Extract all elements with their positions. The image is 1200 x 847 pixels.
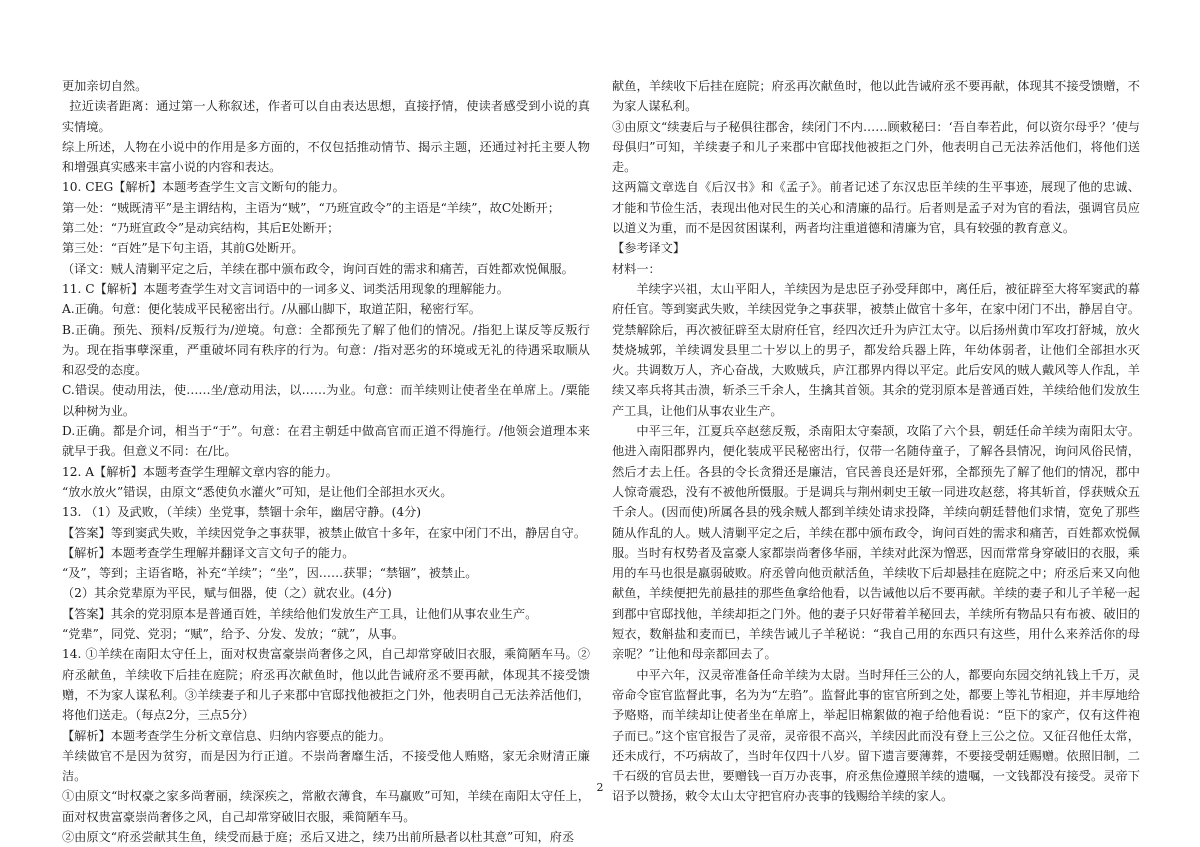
paragraph: （译文：贼人清剿平定之后，羊续在郡中颁布政令，询问百姓的需求和痛苦，百姓都欢悦佩服。: [62, 261, 574, 276]
paragraph: 献鱼，羊续收下后挂在庭院；府丞再次献鱼时，他以此告诫府丞不要再献，体现其不接受馈赠，不为家人谋私利。: [612, 79, 1140, 114]
paragraph: 羊续字兴祖，太山平阳人，羊续因为是忠臣子孙受拜郎中，离任后，被征辟至大将军窦武的幕府任官。等到窦武失败，羊续因党争之事获罪，被禁止做官十多年，在家中闭门不出，静居自守。党禁解除后，再次被征辟至太尉府任官，经四次迁升为庐江太守。以后扬州黄巾军攻打舒城，放火焚烧城郭，羊续调发县里二十岁以上的男子，都发给兵器上阵，年幼体弱者，让他们全部担水灭火。共调数万人，齐心奋战，大败贼兵，庐江郡界内得以平定。此后安风的贼人戴风等人作乱，羊续又率兵将其击溃，斩杀三千余人，生擒其首领。其余的党羽原本是普通百姓，羊续给他们发放生产工具，让他们从事农业生产。: [612, 281, 1140, 418]
paragraph: 【答案】其余的党羽原本是普通百姓，羊续给他们发放生产工具，让他们从事农业生产。: [62, 606, 538, 621]
paragraph: 【解析】本题考查学生理解并翻译文言文句子的能力。: [62, 545, 355, 560]
paragraph: “及”，等到；主语省略，补充“羊续”；“坐”，因……获罪；“禁锢”，被禁止。: [62, 566, 478, 581]
question-11-heading: 11. C【解析】本题考查学生对文言词语中的一词多义、词类活用现象的理解能力。: [62, 281, 509, 296]
question-10-heading: 10. CEG【解析】本题考查学生文言文断句的能力。: [62, 180, 345, 195]
paragraph: 更加亲切自然。: [62, 79, 148, 93]
question-13-heading: 13. （1）及武败，（羊续）坐党事，禁锢十余年，幽居守静。(4分): [62, 505, 422, 520]
paragraph: 【答案】等到窦武失败，羊续因党争之事获罪，被禁止做官十多年，在家中闭门不出，静居自守。: [62, 525, 587, 540]
paragraph: 中平六年，汉灵帝准备任命羊续为太尉。当时拜任三公的人，都要向东园交纳礼钱上千万，灵帝命令宦官监督此事，名为为“左驺”。监督此事的宦官所到之处，都要上等礼节相迎，并丰厚地给予赂赂，而羊续却让使者坐在单席上，举起旧棉絮做的袍子给他看说：“臣下的家产，仅有这件袍子而已。”这个宦官报告了灵帝，灵帝很不高兴，羊续因此而没有登上三公之位。又征召他任太常，还未成行，不巧病故了，当时年仅四十八岁。留下遗言要薄葬，不要接受朝廷赐赠。依照旧制，二千石级的官员去世，要赠钱一百万办丧事，府丞焦俭遵照羊续的遗嘱，一文钱都没有接受。灵帝下诏予以赞扬，敕令太山太守把官府办丧事的钱赐给羊续的家人。: [612, 667, 1140, 804]
paragraph: 综上所述，人物在小说中的作用是多方面的，不仅包括推动情节、揭示主题，还通过衬托主要人物和增强真实感来丰富小说的内容和表达。: [62, 139, 590, 175]
paragraph: ①由原文“时权豪之家多尚奢丽，续深疾之，常敝衣薄食，车马羸败”可知，羊续在南阳太守任上，面对权贵富豪崇尚奢侈之风，自己却常穿破旧衣服，乘简陋车马。: [62, 789, 590, 824]
paragraph: （2）其余党辈原为平民，赋与佃器，使（之）就农业。(4分): [62, 586, 392, 601]
reference-translation-heading: 【参考译文】: [612, 241, 686, 256]
question-14-heading: 14. ①羊续在南阳太守任上，面对权贵富豪崇尚奢侈之风，自己却常穿破旧衣服，乘简陋车马。②府丞献鱼，羊续收下后挂在庭院；府丞再次献鱼时，他以此告诫府丞不要再献，体现其不接受馈赠，不为家人谋私利。③羊续妻子和儿子来郡中官邸找他被拒之门外，他表明自己无法养活他们，将他们送走。（每点2分，三点5分）: [62, 647, 590, 723]
paragraph: 中平三年，江夏兵卒赵慈反叛，杀南阳太守秦颉，攻陷了六个县，朝廷任命羊续为南阳太守。他进入南阳郡界内，便化装成平民秘密出行，仅带一名随侍童子，了解各县情况，询问风俗民情，然后才去上任。各县的令长贪猾还是廉洁，官民善良还是奸邪，全都预先了解了他们的情况，郡中人惊奇震恐，没有不被他所慑服。于是调兵与荆州刺史王敏一同进攻赵慈，将其斩首，俘获贼众五千余人。(因而使)所属各县的残余贼人都到羊续处请求投降，羊续向朝廷替他们求情，宽免了那些随从作乱的人。贼人清剿平定之后，羊续在郡中颁布政令，询问百姓的需求和痛苦，百姓都欢悦佩服。当时有权势者及富豪人家都崇尚奢侈华丽，羊续对此深为憎恶，因而常常身穿破旧的衣服，乘用的车马也很是羸弱破败。府丞曾向他贡献活鱼，羊续收下后却悬挂在庭院之中；府丞后来又向他献鱼，羊续便把先前悬挂的那些鱼拿给他看，以告诫他以后不要再献。羊续的妻子和儿子羊秘一起到郡中官邸找他，羊续却拒之门外。他的妻子只好带着羊秘回去，羊续所有物品只有布被、破旧的短衣，数斛盐和麦而已，羊续告诫儿子羊秘说：“我自己用的东西只有这些，用什么来养活你的母亲呢？”让他和母亲都回去了。: [612, 424, 1140, 662]
page-number: 2: [596, 781, 604, 794]
paragraph: 拉近读者距离：通过第一人称叙述，作者可以自由表达思想，直接抒情，使读者感受到小说的真实情境。: [62, 99, 590, 134]
question-12-heading: 12. A【解析】本题考查学生理解文章内容的能力。: [62, 464, 338, 479]
paragraph: 羊续做官不是因为贫穷，而是因为行正道。不崇尚奢靡生活，不接受他人贿赂，家无余财清正廉洁。: [62, 748, 590, 784]
right-column: [612, 76, 1140, 807]
paragraph: C.错误。使动用法，使……坐/意动用法，以……为业。句意：而羊续则让使者坐在单席上。/粟能以种树为业。: [62, 383, 590, 418]
paragraph: 这两篇文章选自《后汉书》和《孟子》。前者记述了东汉忠臣羊续的生平事迹，展现了他的忠诚、才能和节俭生活，表现出他对民生的关心和清廉的品行。后者则是孟子对为官的看法，强调官员应以道义为重，而不是因贫困谋利，两者均注重道德和清廉为官，具有较强的教育意义。: [612, 180, 1140, 236]
paragraph: ③由原文“续妻后与子秘俱往郡舍，续闭门不内……顾敕秘曰：‘吾自奉若此，何以资尔母乎？’使与母俱归”可知，羊续妻子和儿子来郡中官邸找他被拒之门外，他表明自己无法养活他们，将他们送走。: [612, 119, 1140, 175]
paragraph: B.正确。预先、预料/反叛行为/逆境。句意：全都预先了解了他们的情况。/指犯上谋反等反叛行为。现在指事孽深重，严重破坏同有秩序的行为。句意：/指对恶劣的环境或无礼的待遇采取顺从和忍受的态度。: [62, 322, 590, 378]
paragraph: “党辈”，同党、党羽；“赋”，给予、分发、发放；“就”，从事。: [62, 627, 405, 642]
paragraph: ②由原文“府丞尝献其生鱼，续受而悬于庭；丞后又进之，续乃出前所悬者以杜其意”可知，府丞: [62, 829, 575, 844]
left-column: [62, 76, 590, 847]
material-one-label: 材料一：: [612, 261, 661, 276]
paragraph: 第二处：“乃班宣政令”是动宾结构，其后E处断开；: [62, 221, 340, 236]
paragraph: D.正确。都是介词，相当于“于”。句意：在君主朝廷中做高官而正道不得施行。/他领会道理本来就早于我。但意义不同：在/比。: [62, 424, 590, 459]
paragraph: “放水放火”错误，由原文“悉使负水灌火”可知，是让他们全部担水灭火。: [62, 484, 453, 499]
paragraph: 第三处：“百姓”是下句主语，其前G处断开。: [62, 241, 304, 256]
paragraph: 【解析】本题考查学生分析文章信息、归纳内容要点的能力。: [62, 728, 392, 743]
paragraph: 第一处：“贼既清平”是主谓结构，主语为“贼”，“乃班宣政令”的主语是“羊续”，故C处断开；: [62, 200, 560, 215]
paragraph: A.正确。句意：便化装成平民秘密出行。/从郦山脚下，取道芷阳，秘密行军。: [62, 302, 481, 317]
